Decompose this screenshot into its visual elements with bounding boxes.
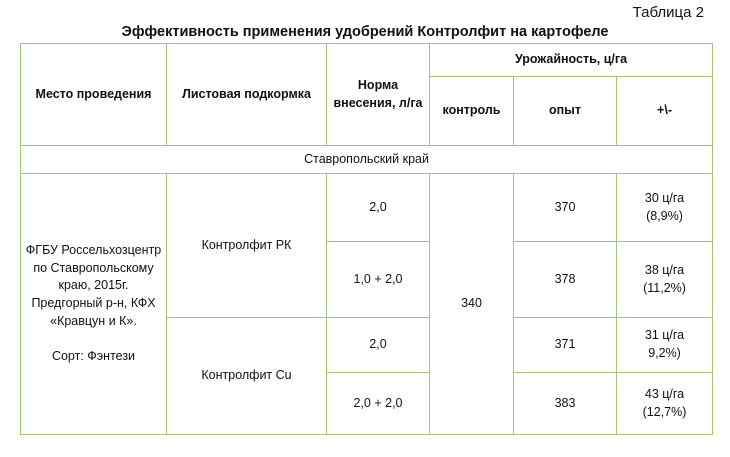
diff-cell: 43 ц/га (12,7%) bbox=[617, 373, 713, 435]
header-yield: Урожайность, ц/га bbox=[430, 44, 713, 77]
header-experiment: опыт bbox=[514, 77, 617, 146]
place-cell: ФГБУ Россельхозцентр по Ставропольскому краю, 2015г. Предгорный р-н, КФХ «Кравцун и К». Сорт: Фэнтези bbox=[21, 174, 167, 435]
rate-cell: 1,0 + 2,0 bbox=[327, 242, 430, 318]
yield-cell: 378 bbox=[514, 242, 617, 318]
table-title: Эффективность применения удобрений Контролфит на картофеле bbox=[121, 24, 609, 40]
yield-cell: 370 bbox=[514, 174, 617, 242]
rate-cell: 2,0 bbox=[327, 318, 430, 373]
header-foliar: Листовая подкормка bbox=[167, 44, 327, 146]
table-row bbox=[21, 174, 713, 242]
diff-cell: 30 ц/га (8,9%) bbox=[617, 174, 713, 242]
header-diff: +\- bbox=[617, 77, 713, 146]
rate-cell: 2,0 + 2,0 bbox=[327, 373, 430, 435]
diff-cell: 38 ц/га (11,2%) bbox=[617, 242, 713, 318]
header-rate: Норма внесения, л/га bbox=[327, 44, 430, 146]
header-row bbox=[21, 44, 713, 77]
region-label: Ставропольский край bbox=[21, 146, 713, 174]
product-cell: Контролфит Cu bbox=[167, 318, 327, 435]
table-number: Таблица 2 bbox=[632, 4, 704, 21]
header-control: контроль bbox=[430, 77, 514, 146]
header-place: Место проведения bbox=[21, 44, 167, 146]
yield-cell: 383 bbox=[514, 373, 617, 435]
region-row bbox=[21, 146, 713, 174]
efficiency-table bbox=[20, 43, 713, 435]
diff-cell: 31 ц/га 9,2%) bbox=[617, 318, 713, 373]
yield-cell: 371 bbox=[514, 318, 617, 373]
product-cell: Контролфит РК bbox=[167, 174, 327, 318]
control-cell: 340 bbox=[430, 174, 514, 435]
rate-cell: 2,0 bbox=[327, 174, 430, 242]
